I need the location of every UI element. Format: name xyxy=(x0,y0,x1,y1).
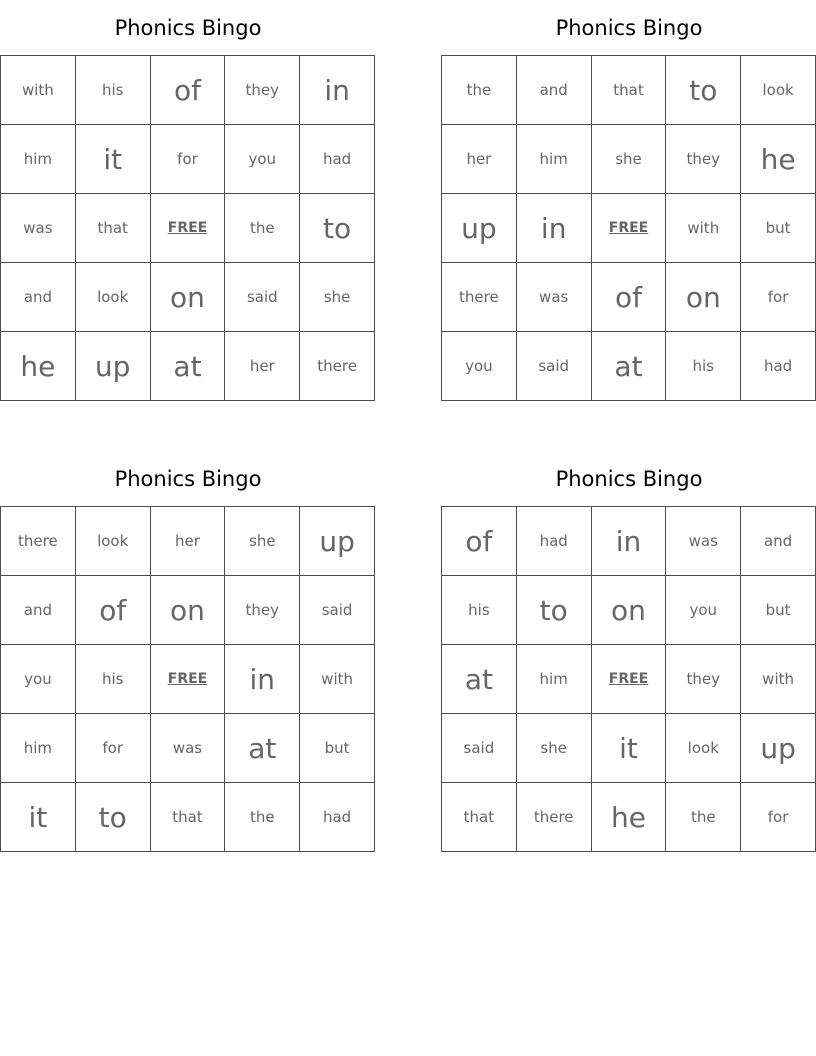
word-cell: was xyxy=(516,263,591,332)
word-cell: in xyxy=(300,56,375,125)
word-cell: for xyxy=(150,125,225,194)
bingo-grid xyxy=(441,506,816,852)
word-cell: you xyxy=(666,576,741,645)
word-cell: him xyxy=(1,125,76,194)
word-cell: for xyxy=(741,783,816,852)
word-cell: of xyxy=(442,507,517,576)
word-cell: up xyxy=(442,194,517,263)
grid-row xyxy=(1,194,375,263)
word-cell: for xyxy=(741,263,816,332)
word-cell: his xyxy=(75,645,150,714)
word-cell: and xyxy=(1,576,76,645)
word-cell: the xyxy=(442,56,517,125)
word-cell: she xyxy=(225,507,300,576)
grid-row xyxy=(1,56,375,125)
word-cell: they xyxy=(225,576,300,645)
word-cell: his xyxy=(666,332,741,401)
word-cell: she xyxy=(300,263,375,332)
bingo-card xyxy=(0,451,376,852)
word-cell: they xyxy=(666,645,741,714)
word-cell: there xyxy=(442,263,517,332)
word-cell: him xyxy=(516,645,591,714)
word-cell: him xyxy=(1,714,76,783)
word-cell: to xyxy=(75,783,150,852)
word-cell: was xyxy=(666,507,741,576)
word-cell: that xyxy=(150,783,225,852)
word-cell: there xyxy=(1,507,76,576)
word-cell: for xyxy=(75,714,150,783)
word-cell: had xyxy=(300,125,375,194)
word-cell: on xyxy=(150,576,225,645)
word-cell: of xyxy=(150,56,225,125)
grid-row xyxy=(1,125,375,194)
word-cell: had xyxy=(516,507,591,576)
word-cell: was xyxy=(1,194,76,263)
word-cell: that xyxy=(591,56,666,125)
word-cell: his xyxy=(442,576,517,645)
word-cell: at xyxy=(150,332,225,401)
word-cell: in xyxy=(225,645,300,714)
bingo-card xyxy=(0,0,376,401)
word-cell: with xyxy=(741,645,816,714)
bingo-grid xyxy=(0,55,375,401)
grid-row xyxy=(442,332,816,401)
word-cell: said xyxy=(225,263,300,332)
word-cell: look xyxy=(666,714,741,783)
word-cell: had xyxy=(741,332,816,401)
word-cell: but xyxy=(741,576,816,645)
word-cell: his xyxy=(75,56,150,125)
free-space-cell: FREE xyxy=(150,645,225,714)
bingo-grid xyxy=(0,506,375,852)
word-cell: it xyxy=(591,714,666,783)
word-cell: and xyxy=(516,56,591,125)
word-cell: they xyxy=(666,125,741,194)
word-cell: that xyxy=(75,194,150,263)
grid-row xyxy=(442,645,816,714)
grid-row xyxy=(442,507,816,576)
word-cell: her xyxy=(150,507,225,576)
word-cell: the xyxy=(225,783,300,852)
word-cell: she xyxy=(591,125,666,194)
word-cell: and xyxy=(1,263,76,332)
word-cell: but xyxy=(741,194,816,263)
card-title: Phonics Bingo xyxy=(555,467,703,491)
word-cell: look xyxy=(75,263,150,332)
word-cell: but xyxy=(300,714,375,783)
word-cell: to xyxy=(666,56,741,125)
word-cell: was xyxy=(150,714,225,783)
word-cell: it xyxy=(75,125,150,194)
bingo-grid xyxy=(441,55,816,401)
word-cell: that xyxy=(442,783,517,852)
word-cell: in xyxy=(591,507,666,576)
grid-row xyxy=(1,332,375,401)
word-cell: to xyxy=(516,576,591,645)
word-cell: at xyxy=(225,714,300,783)
word-cell: he xyxy=(1,332,76,401)
word-cell: there xyxy=(300,332,375,401)
grid-row xyxy=(442,263,816,332)
word-cell: up xyxy=(300,507,375,576)
word-cell: said xyxy=(516,332,591,401)
grid-row xyxy=(442,783,816,852)
card-title: Phonics Bingo xyxy=(114,16,262,40)
grid-row xyxy=(442,56,816,125)
grid-row xyxy=(1,507,375,576)
word-cell: with xyxy=(666,194,741,263)
word-cell: he xyxy=(741,125,816,194)
grid-row xyxy=(442,714,816,783)
word-cell: on xyxy=(591,576,666,645)
word-cell: on xyxy=(150,263,225,332)
bingo-card xyxy=(441,0,816,401)
word-cell: the xyxy=(666,783,741,852)
card-title: Phonics Bingo xyxy=(114,467,262,491)
grid-row xyxy=(1,714,375,783)
grid-row xyxy=(442,125,816,194)
grid-row xyxy=(1,263,375,332)
free-space-cell: FREE xyxy=(591,194,666,263)
grid-row xyxy=(1,783,375,852)
word-cell: her xyxy=(442,125,517,194)
word-cell: her xyxy=(225,332,300,401)
grid-row xyxy=(1,645,375,714)
word-cell: of xyxy=(591,263,666,332)
free-space-cell: FREE xyxy=(150,194,225,263)
word-cell: him xyxy=(516,125,591,194)
word-cell: there xyxy=(516,783,591,852)
bingo-card xyxy=(441,451,816,852)
word-cell: had xyxy=(300,783,375,852)
word-cell: said xyxy=(442,714,517,783)
word-cell: you xyxy=(225,125,300,194)
word-cell: at xyxy=(442,645,517,714)
word-cell: she xyxy=(516,714,591,783)
grid-row xyxy=(442,194,816,263)
word-cell: to xyxy=(300,194,375,263)
word-cell: up xyxy=(75,332,150,401)
grid-row xyxy=(1,576,375,645)
free-space-cell: FREE xyxy=(591,645,666,714)
word-cell: with xyxy=(1,56,76,125)
grid-row xyxy=(442,576,816,645)
word-cell: you xyxy=(442,332,517,401)
word-cell: with xyxy=(300,645,375,714)
word-cell: in xyxy=(516,194,591,263)
word-cell: up xyxy=(741,714,816,783)
word-cell: you xyxy=(1,645,76,714)
word-cell: and xyxy=(741,507,816,576)
word-cell: at xyxy=(591,332,666,401)
word-cell: look xyxy=(741,56,816,125)
word-cell: of xyxy=(75,576,150,645)
word-cell: on xyxy=(666,263,741,332)
word-cell: it xyxy=(1,783,76,852)
card-title: Phonics Bingo xyxy=(555,16,703,40)
word-cell: look xyxy=(75,507,150,576)
word-cell: he xyxy=(591,783,666,852)
word-cell: the xyxy=(225,194,300,263)
word-cell: said xyxy=(300,576,375,645)
word-cell: they xyxy=(225,56,300,125)
